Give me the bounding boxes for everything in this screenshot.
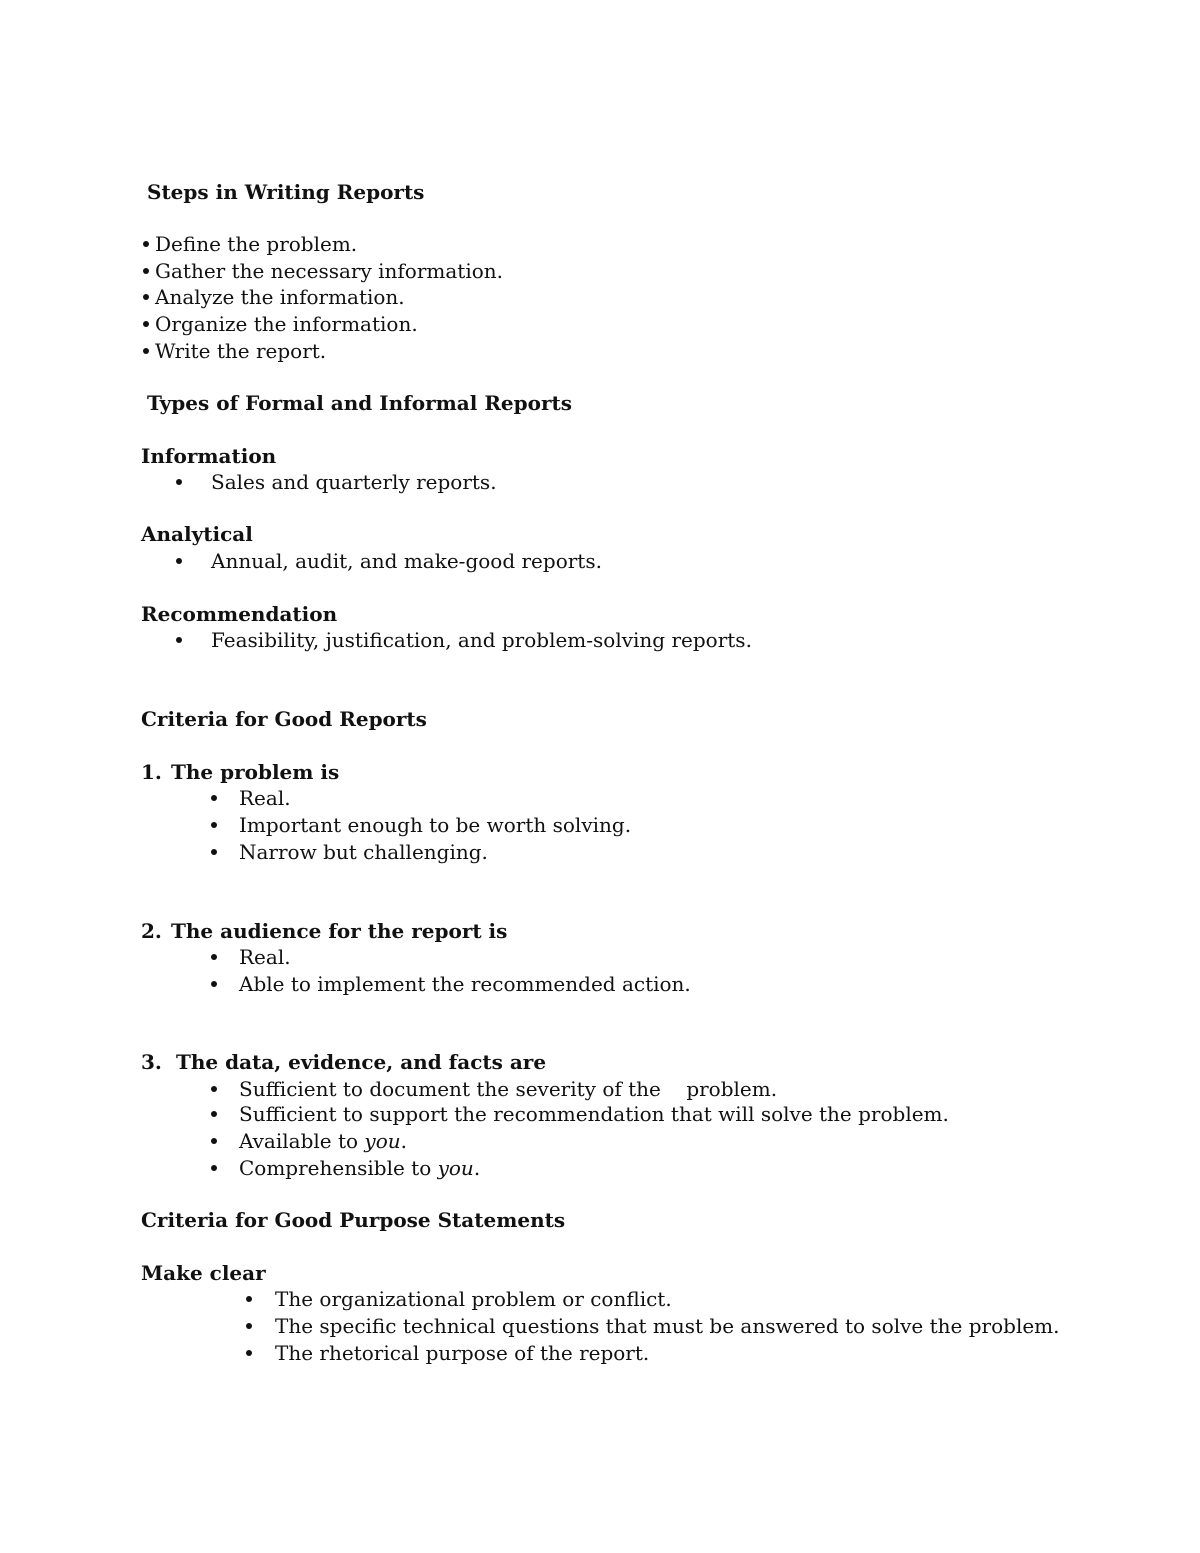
criteria-purpose-subheading: Make clear bbox=[141, 1261, 266, 1285]
criteria-number: 1. bbox=[141, 760, 162, 784]
criteria-item bbox=[239, 1156, 480, 1180]
bullet-icon bbox=[143, 268, 149, 274]
bullet-icon bbox=[211, 981, 217, 987]
bullet-icon bbox=[211, 1111, 217, 1117]
type-group-item: Feasibility, justification, and problem-solving reports. bbox=[211, 628, 752, 652]
bullet-icon bbox=[211, 849, 217, 855]
bullet-icon bbox=[211, 795, 217, 801]
criteria-title: The audience for the report is bbox=[171, 919, 508, 943]
purpose-item: The organizational problem or conflict. bbox=[275, 1287, 672, 1311]
steps-item: Gather the necessary information. bbox=[155, 259, 503, 283]
criteria-title: The problem is bbox=[171, 760, 340, 784]
purpose-item: The rhetorical purpose of the report. bbox=[275, 1341, 650, 1365]
criteria-item-text: Comprehensible to bbox=[239, 1156, 438, 1180]
type-group-title: Analytical bbox=[141, 522, 253, 546]
steps-heading: Steps in Writing Reports bbox=[147, 180, 425, 204]
purpose-item: The specific technical questions that must be answered to solve the problem. bbox=[275, 1314, 1060, 1338]
bullet-icon bbox=[246, 1350, 252, 1356]
steps-item: Define the problem. bbox=[155, 232, 358, 256]
criteria-item: Real. bbox=[239, 945, 291, 969]
bullet-icon bbox=[176, 558, 182, 564]
criteria-purpose-heading: Criteria for Good Purpose Statements bbox=[141, 1208, 566, 1232]
bullet-icon bbox=[246, 1296, 252, 1302]
bullet-icon bbox=[143, 348, 149, 354]
criteria-item: Real. bbox=[239, 786, 291, 810]
bullet-icon bbox=[143, 241, 149, 247]
criteria-item: Important enough to be worth solving. bbox=[239, 813, 632, 837]
bullet-icon bbox=[211, 1086, 217, 1092]
bullet-icon bbox=[211, 1138, 217, 1144]
bullet-icon bbox=[211, 954, 217, 960]
bullet-icon bbox=[246, 1323, 252, 1329]
steps-item: Organize the information. bbox=[155, 312, 418, 336]
type-group-item: Sales and quarterly reports. bbox=[211, 470, 497, 494]
types-heading: Types of Formal and Informal Reports bbox=[147, 391, 573, 415]
criteria-number: 3. bbox=[141, 1050, 162, 1074]
criteria-item: Able to implement the recommended action. bbox=[239, 972, 691, 996]
criteria-reports-heading: Criteria for Good Reports bbox=[141, 707, 427, 731]
steps-item: Write the report. bbox=[155, 339, 327, 363]
type-group-title: Recommendation bbox=[141, 602, 338, 626]
steps-item: Analyze the information. bbox=[155, 285, 405, 309]
bullet-icon bbox=[143, 321, 149, 327]
criteria-item: Sufficient to document the severity of the problem. bbox=[239, 1077, 778, 1101]
criteria-number: 2. bbox=[141, 919, 162, 943]
criteria-item: Sufficient to support the recommendation that will solve the problem. bbox=[239, 1102, 949, 1126]
criteria-item-period: . bbox=[400, 1129, 407, 1153]
criteria-item bbox=[239, 1129, 407, 1153]
bullet-icon bbox=[176, 479, 182, 485]
criteria-item-emphasis: you bbox=[437, 1156, 474, 1180]
criteria-item-period: . bbox=[473, 1156, 481, 1180]
criteria-item-emphasis: you bbox=[364, 1129, 401, 1153]
bullet-icon bbox=[211, 822, 217, 828]
criteria-item-text: Available to bbox=[239, 1129, 365, 1153]
bullet-icon bbox=[211, 1165, 217, 1171]
type-group-item: Annual, audit, and make-good reports. bbox=[211, 549, 602, 573]
bullet-icon bbox=[143, 294, 149, 300]
criteria-title: The data, evidence, and facts are bbox=[176, 1050, 547, 1074]
bullet-icon bbox=[176, 637, 182, 643]
type-group-title: Information bbox=[141, 444, 277, 468]
criteria-item: Narrow but challenging. bbox=[239, 840, 488, 864]
